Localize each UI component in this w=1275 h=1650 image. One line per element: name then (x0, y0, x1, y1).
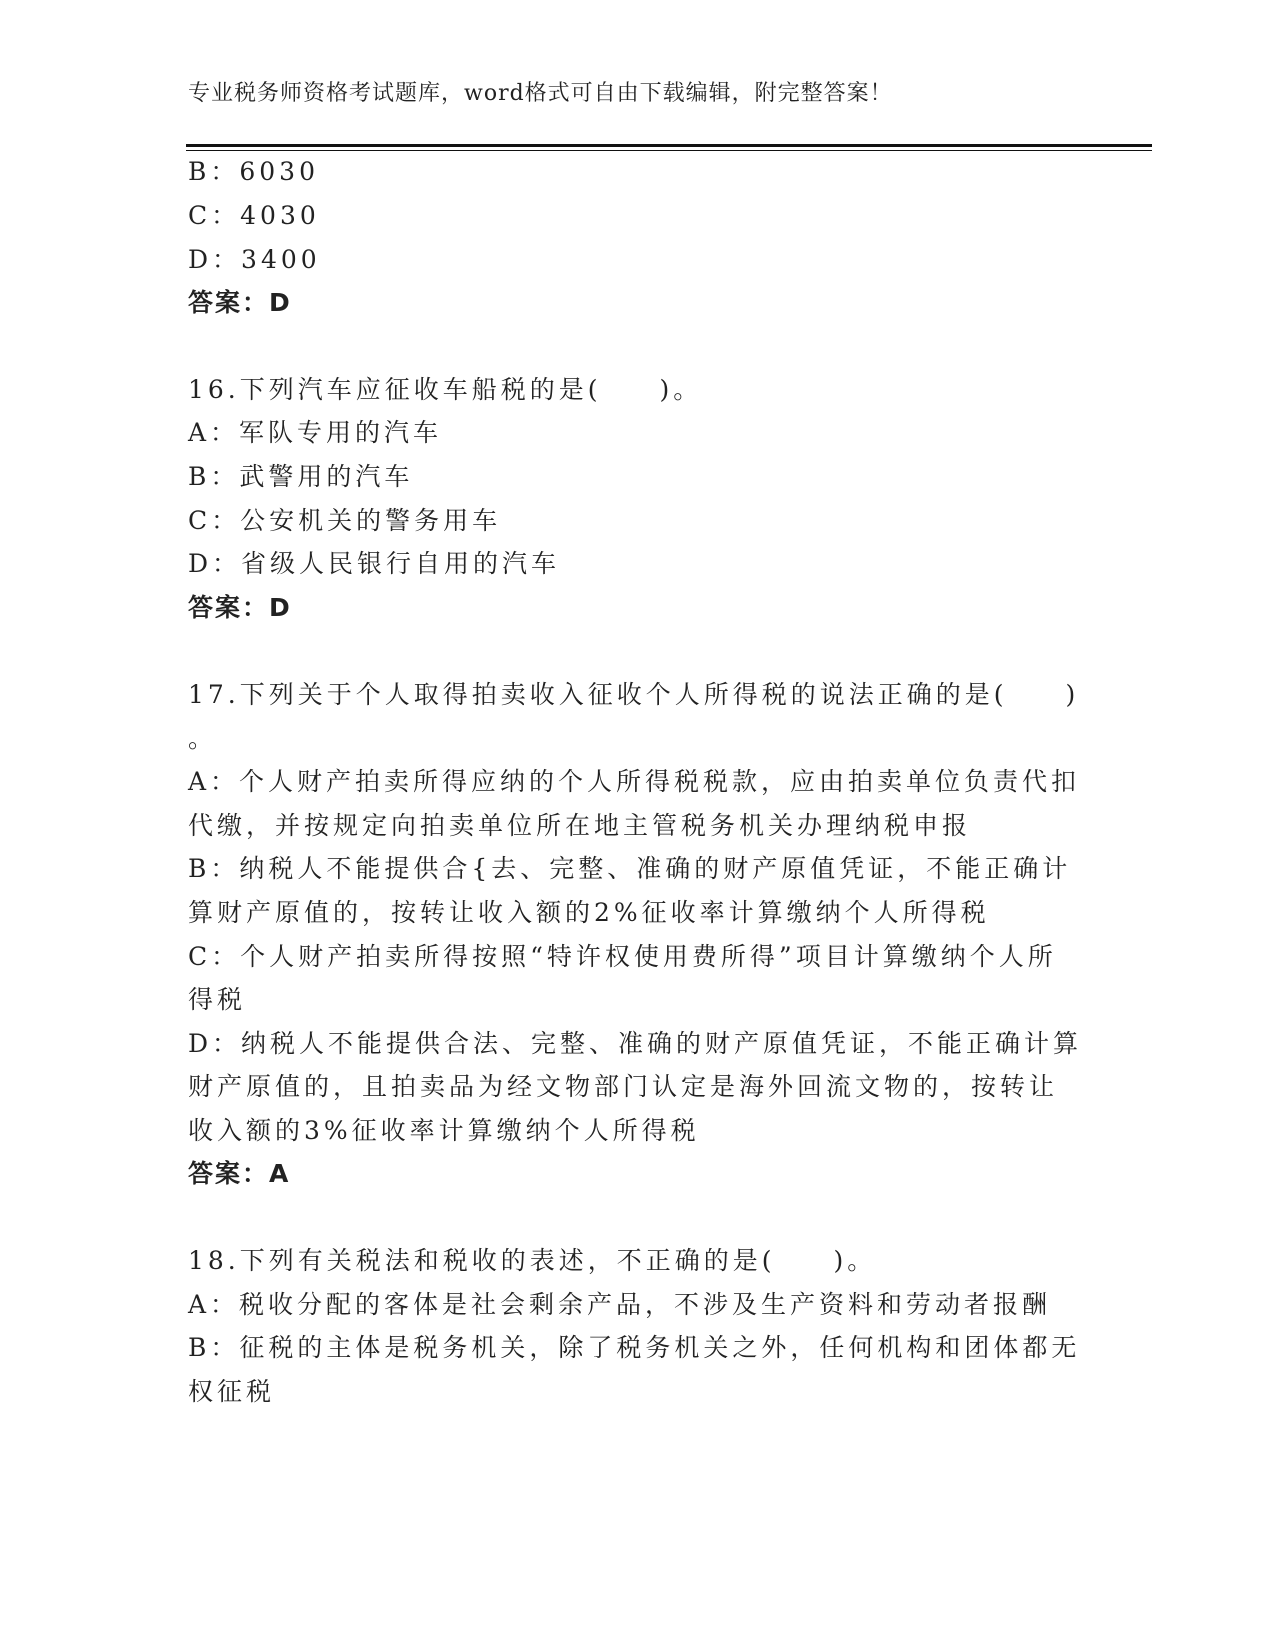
q17-option-d: D：纳税人不能提供合法、完整、准确的财产原值凭证，不能正确计算 (188, 1029, 1083, 1058)
q16-option-a: A：军队专用的汽车 (188, 418, 443, 447)
q17-option-d-cont: 财产原值的，且拍卖品为经文物部门认定是海外回流文物的，按转让 (188, 1072, 1059, 1101)
q16-question: 16.下列汽车应征收车船税的是( )。 (188, 375, 703, 404)
q15-option-d: D：3400 (188, 245, 321, 274)
header-divider-thick (186, 144, 1152, 147)
q17-option-c-cont: 得税 (188, 985, 247, 1014)
q15-answer: 答案：D (188, 288, 292, 317)
q15-option-b: B：6030 (188, 157, 319, 186)
q18-option-b-cont: 权征税 (188, 1377, 276, 1406)
q18-option-b: B：征税的主体是税务机关，除了税务机关之外，任何机构和团体都无 (188, 1333, 1081, 1362)
header-divider-thin (186, 150, 1152, 151)
q17-question: 17.下列关于个人取得拍卖收入征收个人所得税的说法正确的是( ) (188, 680, 1080, 709)
q17-option-b-cont: 算财产原值的，按转让收入额的2%征收率计算缴纳个人所得税 (188, 898, 990, 927)
q16-answer: 答案：D (188, 593, 292, 622)
q17-option-d-cont2: 收入额的3%征收率计算缴纳个人所得税 (188, 1116, 700, 1145)
q16-option-d: D：省级人民银行自用的汽车 (188, 549, 561, 578)
q18-option-a: A：税收分配的客体是社会剩余产品，不涉及生产资料和劳动者报酬 (188, 1290, 1052, 1319)
q17-option-b: B：纳税人不能提供合{去、完整、准确的财产原值凭证，不能正确计 (188, 854, 1072, 883)
q16-option-b: B：武警用的汽车 (188, 462, 414, 491)
q17-option-a: A：个人财产拍卖所得应纳的个人所得税税款，应由拍卖单位负责代扣 (188, 767, 1081, 796)
q17-option-a-cont: 代缴，并按规定向拍卖单位所在地主管税务机关办理纳税申报 (188, 811, 972, 840)
q16-option-c: C：公安机关的警务用车 (188, 506, 502, 535)
q15-option-c: C：4030 (188, 201, 320, 230)
q18-question: 18.下列有关税法和税收的表述，不正确的是( )。 (188, 1246, 877, 1275)
page-header: 专业税务师资格考试题库，word格式可自由下载编辑，附完整答案！ (188, 81, 893, 106)
q17-answer: 答案：A (188, 1159, 291, 1188)
q17-question-end: 。 (188, 724, 218, 753)
q17-option-c: C：个人财产拍卖所得按照“特许权使用费所得”项目计算缴纳个人所 (188, 942, 1057, 971)
